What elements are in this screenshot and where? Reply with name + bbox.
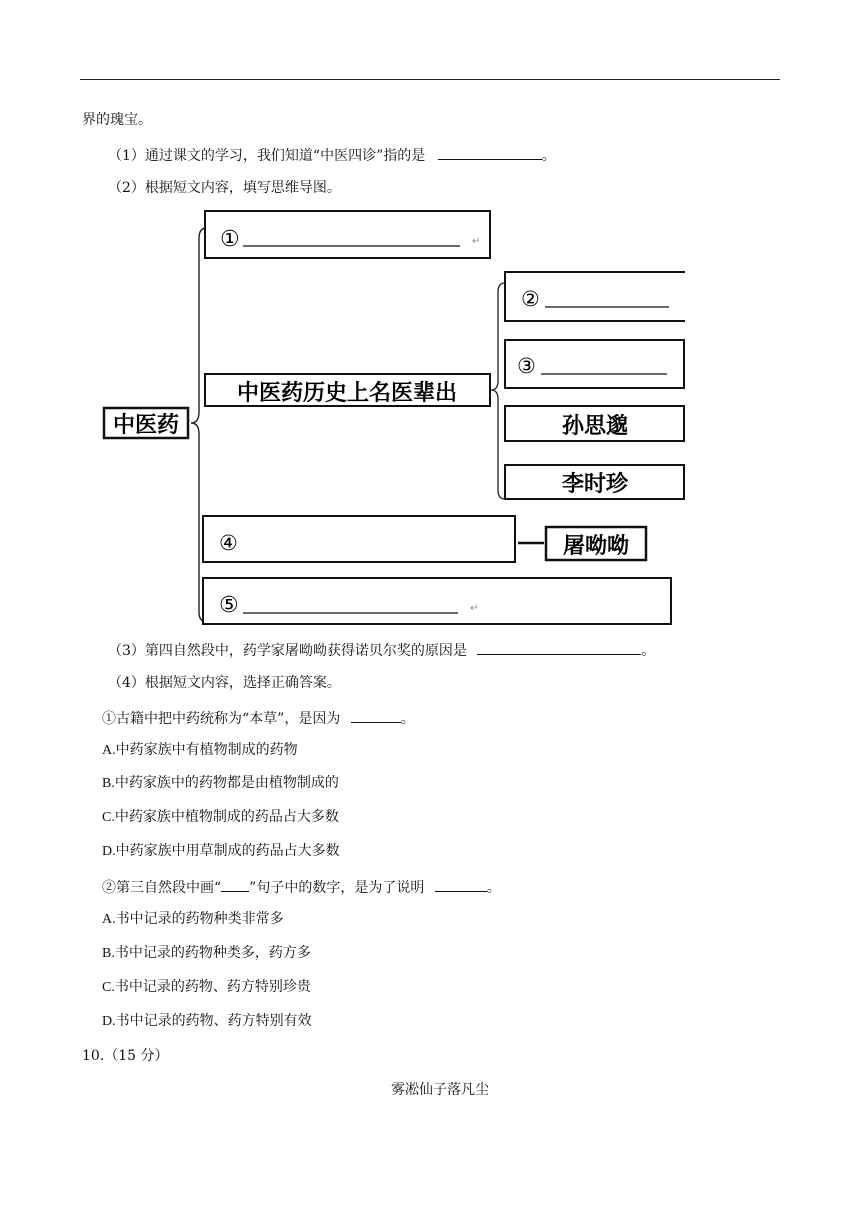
question-3-text: （3）第四自然段中，药学家屠呦呦获得诺贝尔奖的原因是 [108, 643, 467, 659]
mindmap-box-1 [205, 211, 490, 258]
question-3 [108, 640, 655, 660]
mindmap-root-box [104, 408, 188, 438]
answer-blank-3[interactable] [477, 640, 641, 655]
question-4: （4）根据短文内容，选择正确答案。 [108, 675, 341, 691]
mindmap-slot-3-label: ③ [517, 354, 536, 378]
sub-question-1-stem: ①古籍中把中药统称为“本草”，是因为 [102, 711, 341, 727]
mindmap-doctor-sun-box [505, 406, 684, 441]
question-1-text: （1）通过课文的学习，我们知道“中医四诊”指的是 [108, 148, 426, 164]
sub-question-2 [102, 877, 501, 897]
sub2-option-c[interactable]: C.书中记录的药物、药方特别珍贵 [102, 980, 311, 995]
mindmap-root-label: 中医药 [112, 413, 180, 438]
mindmap-history-box [205, 374, 490, 406]
sub-question-2-stem-a: ②第三自然段中画“ [102, 880, 222, 896]
sub2-option-d[interactable]: D.书中记录的药物、药方特别有效 [102, 1014, 312, 1029]
mindmap-box-2 [505, 272, 685, 321]
answer-blank-sub1[interactable] [351, 708, 401, 723]
mindmap-scientist-tu-box [546, 527, 646, 560]
sub-question-2-stem-b: ”句子中的数字，是为了说明 [249, 880, 425, 896]
sub-question-1-end: 。 [400, 711, 415, 727]
return-mark-5: ↵ [470, 603, 479, 614]
mindmap-doctor-li-label: 李时珍 [561, 472, 629, 497]
sub-question-2-end: 。 [486, 880, 501, 896]
mindmap-doctor-sun-label: 孙思邈 [561, 414, 629, 439]
sub2-option-a[interactable]: A.书中记录的药物种类非常多 [102, 912, 284, 927]
question-3-end: 。 [641, 643, 656, 659]
mindmap-slot-5-label: ⑤ [219, 593, 239, 618]
question-2: （2）根据短文内容，填写思维导图。 [108, 180, 341, 196]
sub2-option-b[interactable]: B.书中记录的药物种类多，药方多 [102, 946, 311, 961]
passage-title: 雾凇仙子落凡尘 [391, 1082, 489, 1098]
sub-question-1 [102, 708, 415, 728]
mindmap-doctors-brace [491, 283, 505, 499]
mindmap-history-label: 中医药历史上名医辈出 [236, 381, 458, 406]
mindmap-box-4 [203, 516, 515, 562]
text-continuation: 界的瑰宝。 [82, 112, 152, 128]
mindmap-box-5 [203, 578, 671, 624]
question-10-header: 10.（15 分） [82, 1048, 169, 1064]
mindmap-box-3 [505, 340, 684, 388]
sub1-option-d[interactable]: D.中药家族中用草制成的药品占大多数 [102, 844, 340, 859]
answer-blank-sub2[interactable] [435, 877, 487, 892]
mindmap-doctor-li-box [505, 465, 684, 499]
mindmap-scientist-tu-label: 屠呦呦 [562, 534, 630, 559]
sub1-option-b[interactable]: B.中药家族中的药物都是由植物制成的 [102, 776, 339, 791]
underline-marker [221, 877, 249, 892]
mindmap-slot-2-label: ② [521, 287, 540, 311]
sub1-option-c[interactable]: C.中药家族中植物制成的药品占大多数 [102, 810, 339, 825]
mindmap-slot-1-label: ① [220, 227, 240, 252]
mindmap-slot-4-label: ④ [219, 531, 238, 555]
sub1-option-a[interactable]: A.中药家族中有植物制成的药物 [102, 743, 298, 758]
return-mark-1: ↵ [472, 236, 481, 247]
question-1-end: 。 [541, 148, 556, 164]
